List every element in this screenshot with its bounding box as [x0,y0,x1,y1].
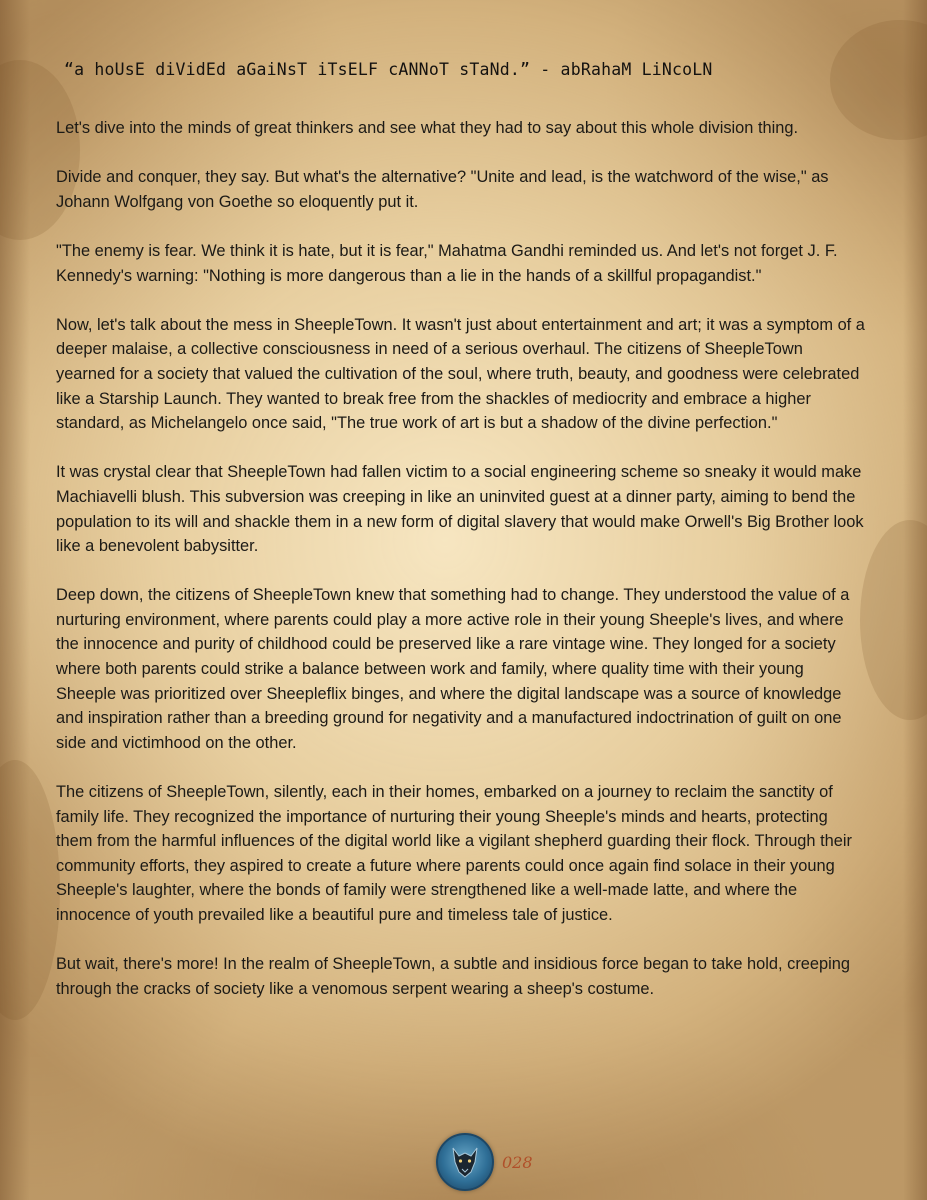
paragraph: Now, let's talk about the mess in SheepleTown. It wasn't just about entertainment and art; it was a symptom of a deeper malaise, a collective consciousness in need of a serious overhaul. The citizens of SheepleTown yearned for a society that valued the cultivation of the soul, where truth, beauty, and goodness were celebrated like a Starship Launch. They wanted to break free from the shackles of mediocrity and embrace a higher standard, as Michelangelo once said, "The true work of art is but a shadow of the divine perfection." [56,315,865,433]
paragraph: Let's dive into the minds of great thinkers and see what they had to say about this whole division thing. [56,119,799,137]
paragraph: But wait, there's more! In the realm of SheepleTown, a subtle and insidious force began to take hold, creeping through the cracks of society like a venomous serpent wearing a sheep's costume. [56,955,850,998]
paragraph: "The enemy is fear. We think it is hate, but it is fear," Mahatma Gandhi reminded us. And let's not forget J. F. Kennedy's warning: "Nothing is more dangerous than a lie in the hands of a skillful propagandist." [56,241,838,285]
paragraph: Deep down, the citizens of SheepleTown knew that something had to change. They understood the value of a nurturing environment, where parents could play a more active role in their young Sheeple's lives, and where the innocence and purity of childhood could be preserved like a rare vintage wine. They longed for a society where both parents could strike a balance between work and family, where quality time with their young Sheeple was prioritized over Sheepleflix binges, and where the digital landscape was a source of knowledge and inspiration rather than a breeding ground for negativity and a manufactured indoctrination of guilt on one side and victimhood on the other. [56,586,850,752]
page-number: 028 [502,1152,533,1172]
paper-stain [0,760,60,1020]
paragraph: The citizens of SheepleTown, silently, each in their homes, embarked on a journey to reclaim the sanctity of family life. They recognized the importance of nurturing their young Sheeple's minds and hearts, protecting them from the harmful influences of the digital world like a vigilant shepherd guarding their flock. Through their community efforts, they aspired to create a future where parents could once again find solace in their young Sheeple's laughter, where the bonds of family were strengthened like a well-made latte, and where the innocence of youth prevailed like a beautiful pure and timeless tale of justice. [56,783,852,924]
page-footer [436,1133,533,1191]
paragraph: Divide and conquer, they say. But what's the alternative? "Unite and lead, is the watchword of the wise," as Johann Wolfgang von Goethe so eloquently put it. [56,168,829,211]
paragraph: It was crystal clear that SheepleTown had fallen victim to a social engineering scheme so sneaky it would make Machiavelli blush. This subversion was creeping in like an uninvited guest at a dinner party, aiming to bend the population to its will and shackle them in a new form of digital slavery that would make Orwell's Big Brother look like a benevolent babysitter. [56,463,864,556]
lincoln-quote-heading: “a hoUsE diVidEd aGaiNsT iTsELF cANNoT sTaNd.” - abRahaM LiNcoLN [64,60,713,79]
wolf-emblem-icon [436,1133,494,1191]
paper-stain [860,520,927,720]
article-body [56,116,866,1026]
